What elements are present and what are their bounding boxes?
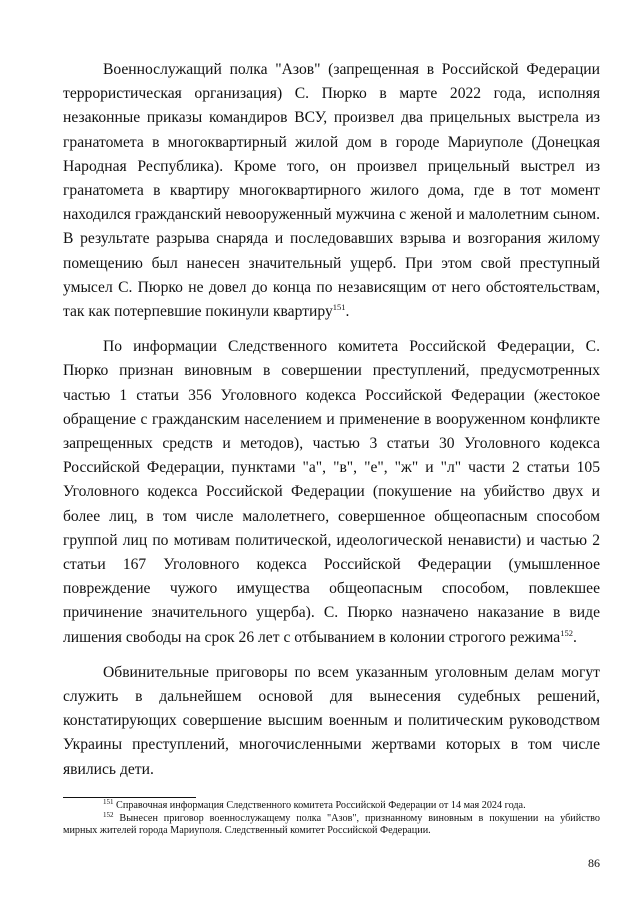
- paragraph-1-tail: .: [345, 303, 350, 321]
- footnote-ref-151[interactable]: 151: [332, 302, 346, 313]
- footnote-151: [63, 800, 600, 813]
- page-number: 86: [588, 856, 600, 870]
- footnote-number: 151: [103, 798, 114, 806]
- paragraph-2: [63, 335, 600, 650]
- main-text: [63, 58, 600, 782]
- footnote-text: Справочная информация Следственного комитета Российской Федерации от 14 мая 2024 года.: [116, 800, 526, 811]
- paragraph-3: [63, 661, 600, 782]
- footnote-text: Вынесен приговор военнослужащему полка "Азов", признанному виновным в покушении на убийство мирных жителей города Мариуполя. Следственный комитет Российской Федерации.: [63, 812, 600, 837]
- footnote-152: [63, 810, 600, 838]
- footnotes: [63, 800, 600, 838]
- paragraph-2-text: По информации Следственного комитета Российской Федерации, С. Пюрко признан виновным в совершении преступлений, предусмотренных частью 1 статьи 356 Уголовного кодекса Российской Федерации (жестокое обращение с гражданским населением и применение в вооруженном конфликте запрещенных средств и методов), частью 3 статьи 30 Уголовного кодекса Российской Федерации, пунктами "а", "в", "е", "ж" и "л" части 2 статьи 105 Уголовного кодекса Российской Федерации (покушение на убийство двух и более лиц, в том числе малолетнего, совершенное общеопасным способом группой лиц по мотивам политической, идеологической ненависти) и частью 2 статьи 167 Уголовного кодекса Российской Федерации (умышленное повреждение чужого имущества общеопасным способом, повлекшее причинение значительного ущерба). С. Пюрко назначено наказание в виде лишения свободы на срок 26 лет с отбыванием в колонии строгого режима: [63, 338, 600, 646]
- paragraph-2-tail: .: [572, 628, 577, 646]
- footnote-separator: [63, 797, 196, 798]
- paragraph-1-text: Военнослужащий полка "Азов" (запрещенная в Российской Федерации террористическая организация) С. Пюрко в марте 2022 года, исполняя незаконные приказы командиров ВСУ, произвел два прицельных выстрела из гранатомета в многоквартирный жилой дом в городе Мариуполе (Донецкая Народная Республика). Кроме того, он произвел прицельный выстрел из гранатомета в квартиру многоквартирного жилого дома, где в тот момент находился гражданский невооруженный мужчина с женой и малолетним сыном. В результате разрыва снаряда и последовавших взрыва и возгорания жилому помещению был нанесен значительный ущерб. При этом свой преступный умысел С. Пюрко не довел до конца по независящим от него обстоятельствам, так как потерпевшие покинули квартиру: [63, 61, 600, 321]
- footnote-number: 152: [103, 810, 114, 819]
- footnote-ref-152[interactable]: 152: [560, 627, 573, 638]
- paragraph-3-text: Обвинительные приговоры по всем указанным уголовным делам могут служить в дальнейшем основой для вынесения судебных решений, констатирующих совершение высшим военным и политическим руководством Украины преступлений, многочисленными жертвами которых в том числе явились дети.: [63, 663, 600, 778]
- paragraph-1: [63, 58, 600, 324]
